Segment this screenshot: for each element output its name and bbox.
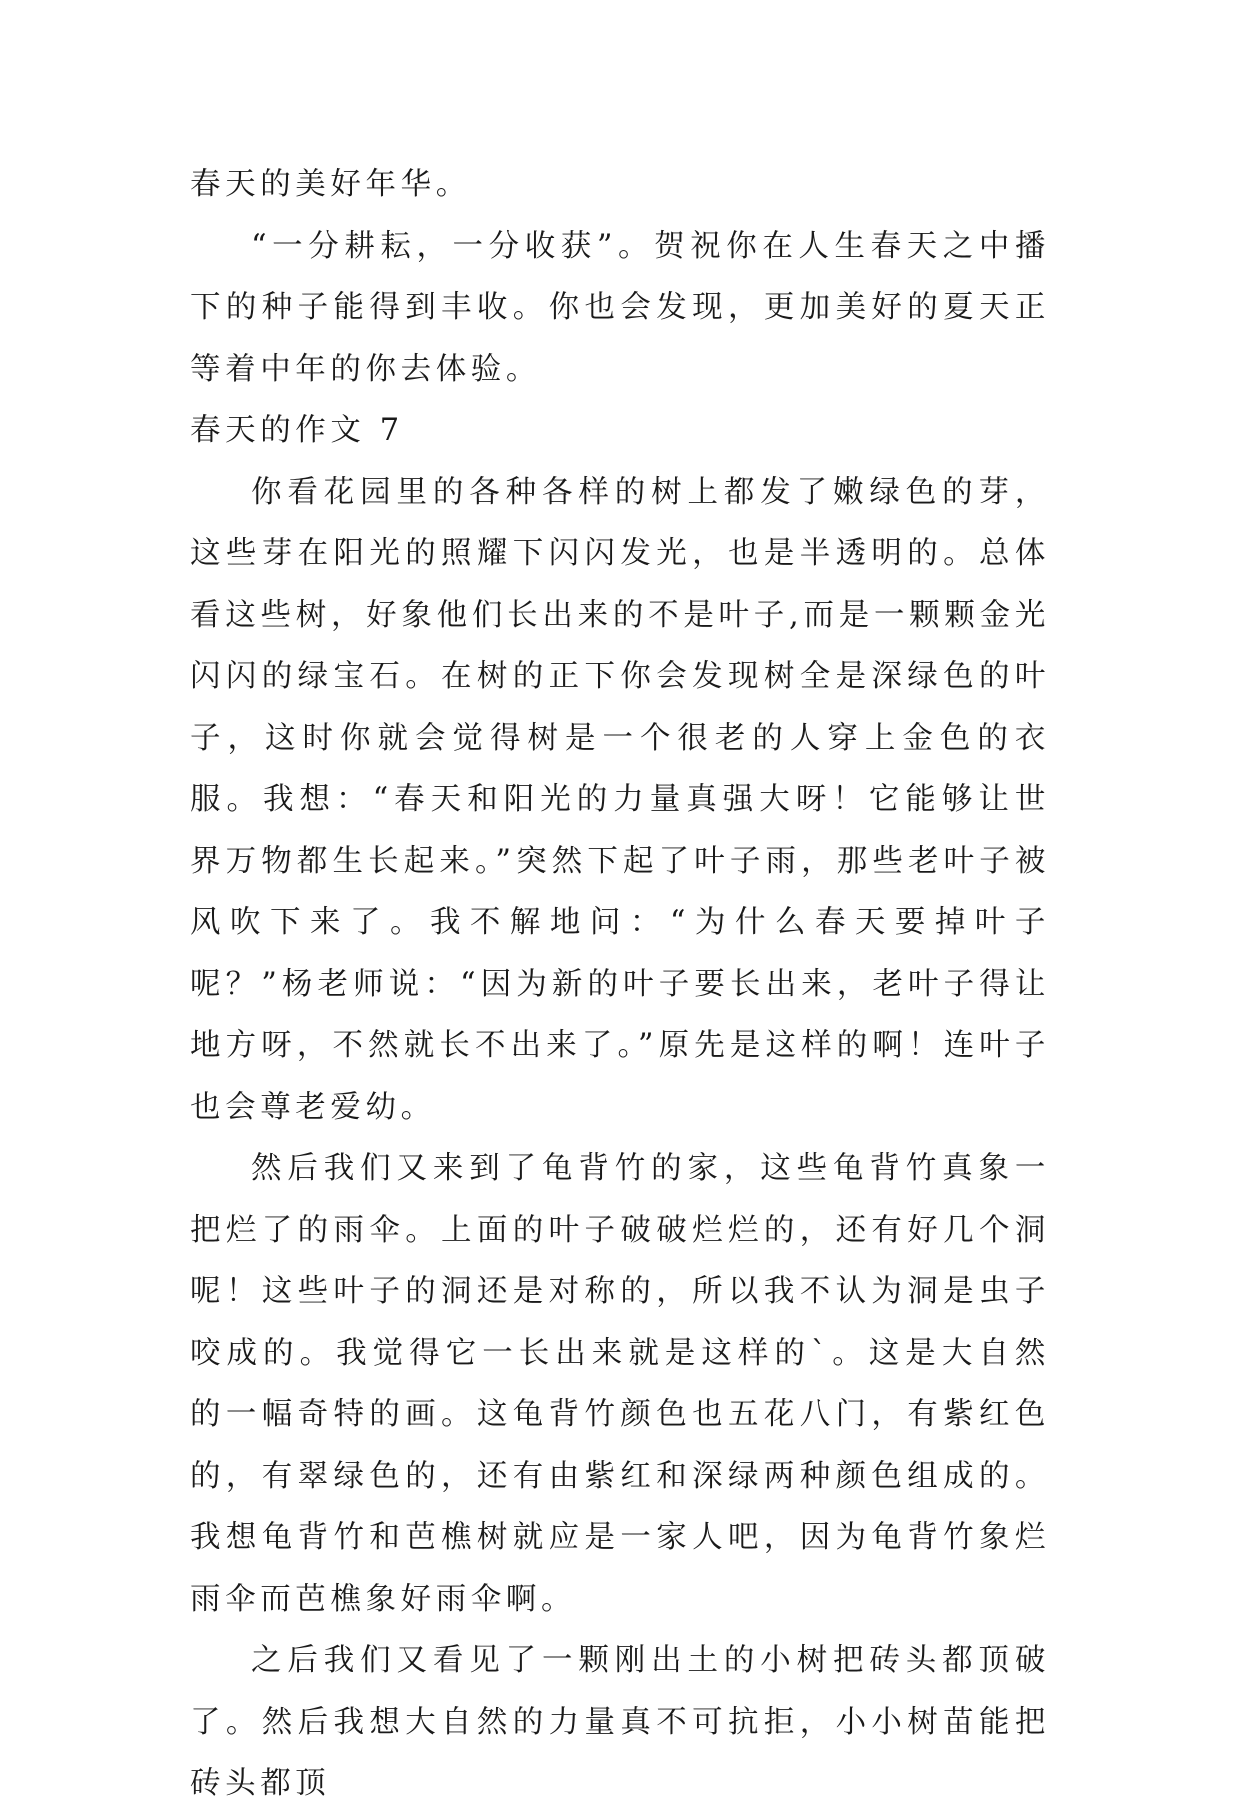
section-heading: 春天的作文 7	[190, 413, 404, 448]
document-body	[190, 154, 1050, 1815]
paragraph-continuation: 春天的美好年华。	[190, 167, 471, 202]
paragraph-harvest: “一分耕耘，一分收获”。贺祝你在人生春天之中播下的种子能得到丰收。你也会发现，更加美好的夏天正等着中年的你去体验。	[190, 228, 1050, 387]
paragraph-monstera: 然后我们又来到了龟背竹的家，这些龟背竹真象一把烂了的雨伞。上面的叶子破破烂烂的，还有好几个洞呢！这些叶子的洞还是对称的，所以我不认为洞是虫子咬成的。我觉得它一长出来就是这样的`。这是大自然的一幅奇特的画。这龟背竹颜色也五花八门，有紫红色的，有翠绿色的，还有由紫红和深绿两种颜色组成的。我想龟背竹和芭樵树就应是一家人吧，因为龟背竹象烂雨伞而芭樵象好雨伞啊。	[190, 1151, 1050, 1617]
paragraph-sapling: 之后我们又看见了一颗刚出土的小树把砖头都顶破了。然后我想大自然的力量真不可抗拒，小小树苗能把砖头都顶	[190, 1643, 1050, 1801]
paragraph-trees: 你看花园里的各种各样的树上都发了嫩绿色的芽，这些芽在阳光的照耀下闪闪发光，也是半透明的。总体看这些树，好象他们长出来的不是叶子,而是一颗颗金光闪闪的绿宝石。在树的正下你会发现树全是深绿色的叶子，这时你就会觉得树是一个很老的人穿上金色的衣服。我想：“春天和阳光的力量真强大呀！它能够让世界万物都生长起来。”突然下起了叶子雨，那些老叶子被风吹下来了。我不解地问：“为什么春天要掉叶子呢？”杨老师说：“因为新的叶子要长出来，老叶子得让地方呀，不然就长不出来了。”原先是这样的啊！连叶子也会尊老爱幼。	[190, 474, 1050, 1125]
